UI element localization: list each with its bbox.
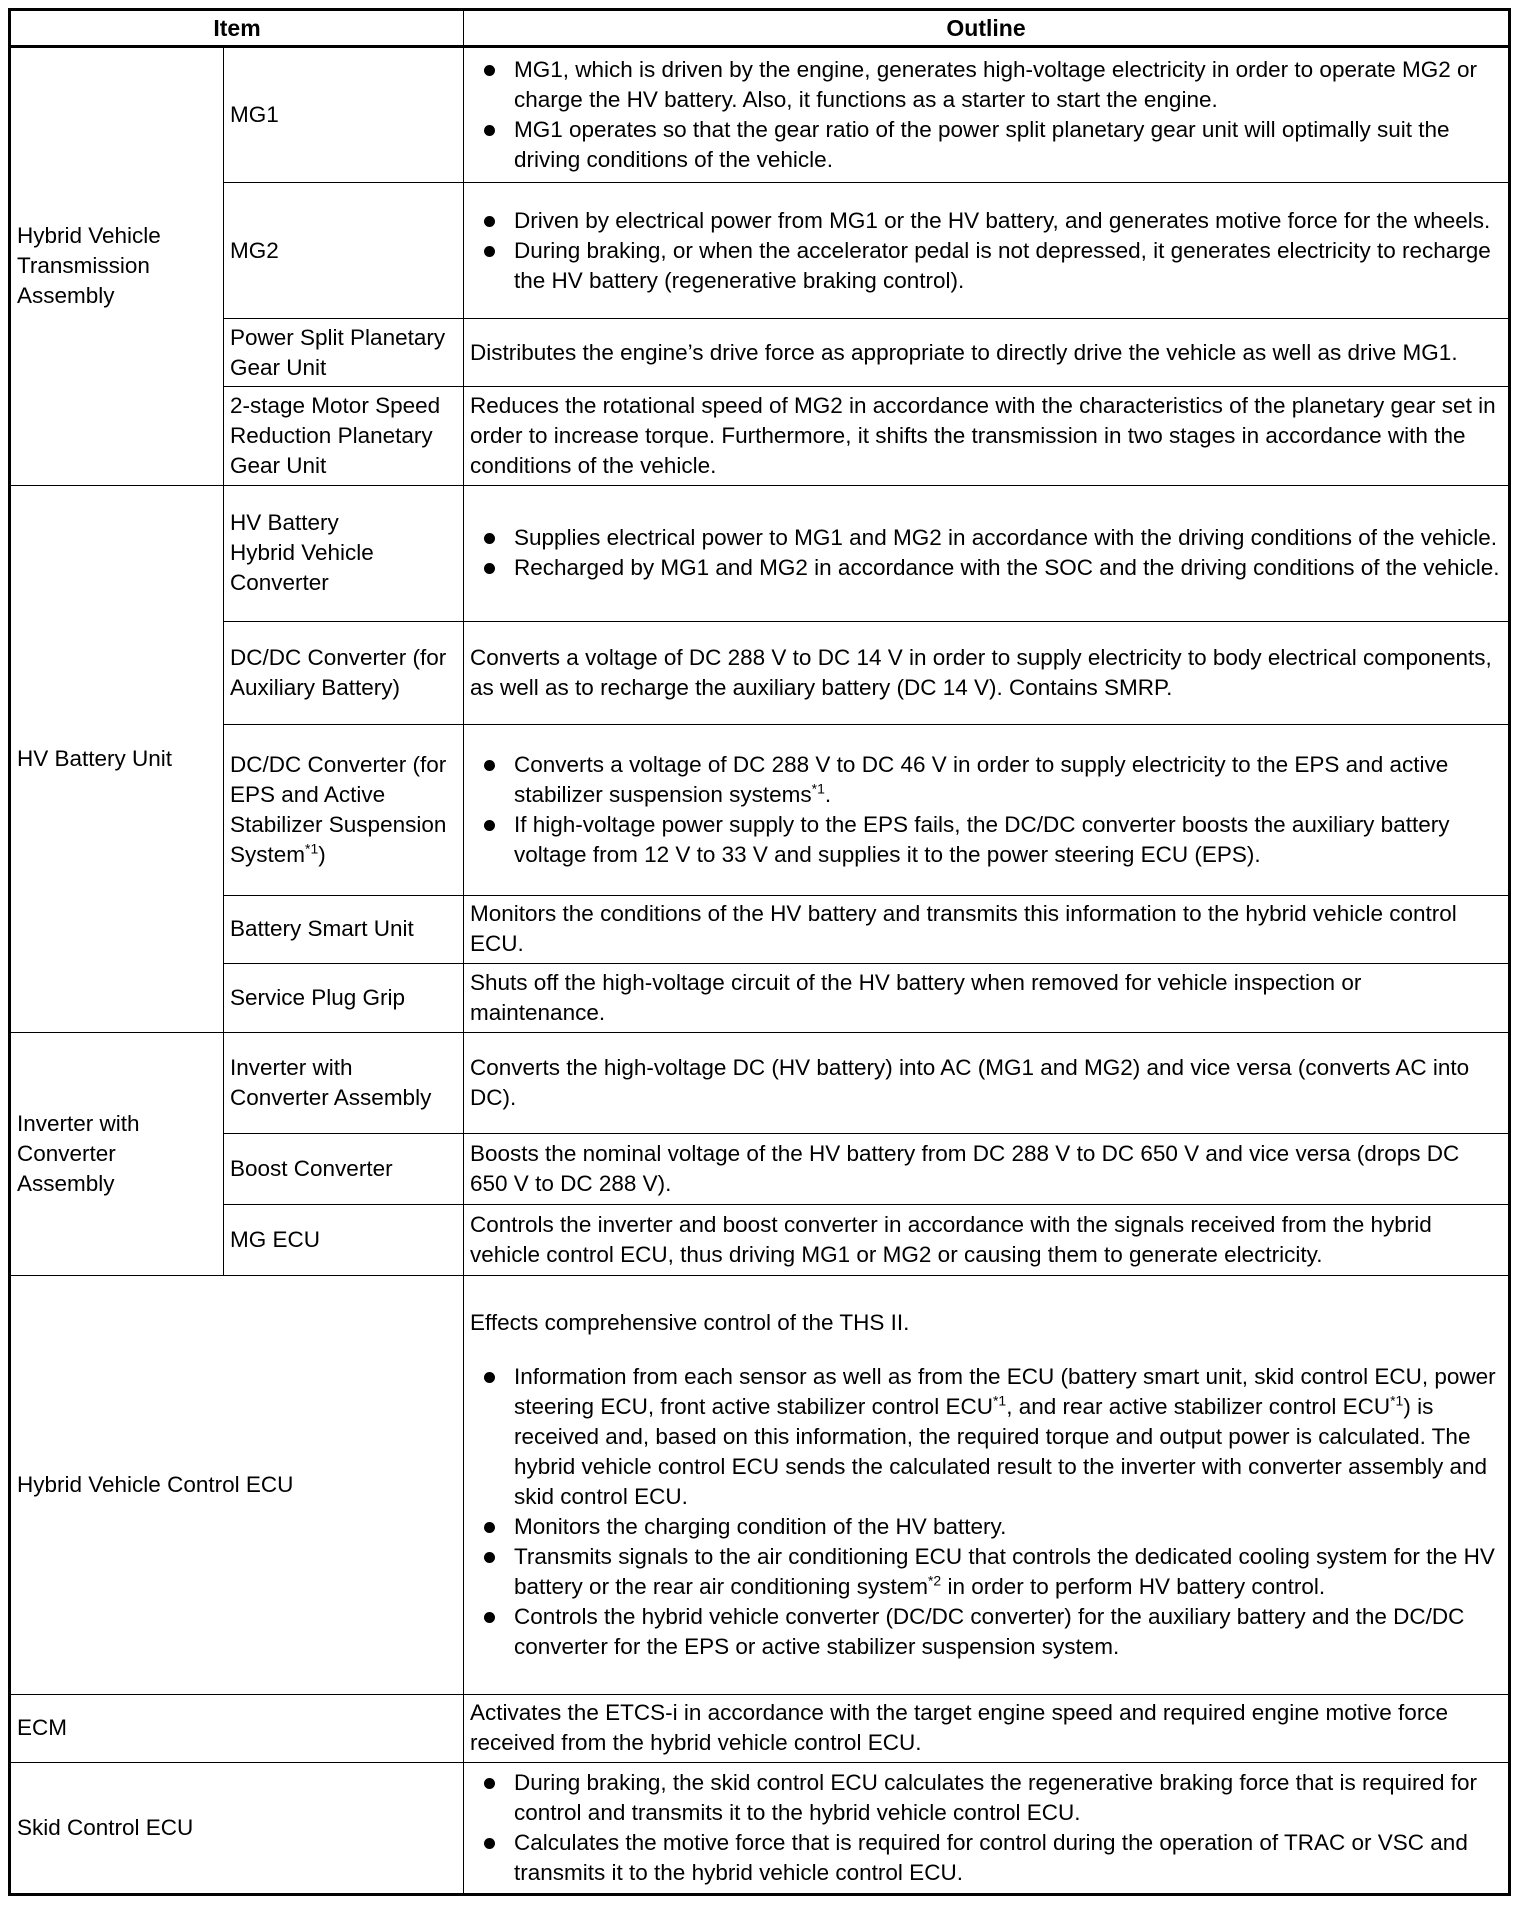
item-name: MG ECU (224, 1205, 464, 1276)
table-row (10, 1762, 1510, 1894)
item-outline (464, 485, 1510, 621)
item-outline: Monitors the conditions of the HV battery and transmits this information to the hybrid vehicle control ECU. (464, 895, 1510, 963)
list-item: MG1, which is driven by the engine, generates high-voltage electricity in order to operate MG2 or charge the HV battery. Also, it functions as a starter to start the engine. (514, 55, 1502, 115)
list-item-text: Information from each sensor as well as from the ECU (battery smart unit, skid control ECU, power steering ECU, front active stabilizer control ECU (514, 1364, 1496, 1420)
table-row (10, 319, 1510, 387)
list-item (514, 750, 1502, 810)
table-row (10, 1276, 1510, 1694)
outline-intro: Effects comprehensive control of the THS II. (470, 1310, 910, 1336)
item-name-text: DC/DC Converter (for EPS and Active Stabilizer Suspension System (230, 751, 447, 867)
list-item-text: , and rear active stabilizer control ECU (1006, 1394, 1391, 1420)
group-label-inverter: Inverter with Converter Assembly (10, 1032, 224, 1276)
footnote-marker: *1 (811, 780, 825, 797)
list-item (514, 1362, 1502, 1512)
list-item: Calculates the motive force that is required for control during the operation of TRAC or VSC and transmits it to the hybrid vehicle control ECU. (514, 1828, 1502, 1888)
item-column-header: Item (10, 10, 464, 47)
item-name: Service Plug Grip (224, 963, 464, 1032)
group-label-transmission: Hybrid Vehicle Transmission Assembly (10, 47, 224, 486)
footnote-marker: *1 (1390, 1392, 1404, 1409)
item-outline: Converts the high-voltage DC (HV battery) into AC (MG1 and MG2) and vice versa (converts AC into DC). (464, 1032, 1510, 1134)
component-outline-table (8, 8, 1511, 1896)
item-outline: Converts a voltage of DC 288 V to DC 14 V in order to supply electricity to body electrical components, as well as to recharge the auxiliary battery (DC 14 V). Contains SMRP. (464, 621, 1510, 725)
item-name (224, 485, 464, 621)
list-item: If high-voltage power supply to the EPS fails, the DC/DC converter boosts the auxiliary battery voltage from 12 V to 33 V and supplies it to the power steering ECU (EPS). (514, 810, 1502, 870)
table-row (10, 1134, 1510, 1205)
item-name-hv-control-ecu: Hybrid Vehicle Control ECU (10, 1276, 464, 1694)
list-item-text: Transmits signals to the air conditioning ECU that controls the dedicated cooling system for the HV battery or the rear air conditioning system (514, 1544, 1495, 1600)
item-outline (464, 183, 1510, 319)
list-item: Recharged by MG1 and MG2 in accordance with the SOC and the driving conditions of the vehicle. (514, 553, 1502, 583)
table-row (10, 47, 1510, 183)
item-name: MG2 (224, 183, 464, 319)
list-item-tail: . (824, 781, 832, 807)
item-outline: Controls the inverter and boost converter in accordance with the signals received from the hybrid vehicle control ECU, thus driving MG1 or MG2 or causing them to generate electricity. (464, 1205, 1510, 1276)
item-name: 2-stage Motor Speed Reduction Planetary Gear Unit (224, 387, 464, 485)
table-row (10, 485, 1510, 621)
item-outline: Boosts the nominal voltage of the HV battery from DC 288 V to DC 650 V and vice versa (drops DC 650 V to DC 288 V). (464, 1134, 1510, 1205)
item-name: Power Split Planetary Gear Unit (224, 319, 464, 387)
table-row (10, 1205, 1510, 1276)
table-row (10, 963, 1510, 1032)
list-item-text: ) is received and, based on this information, the required torque and output power is calculated. The hybrid vehicle control ECU sends the calculated result to the inverter with converter assembly and skid control ECU. (514, 1394, 1487, 1510)
list-item: Driven by electrical power from MG1 or the HV battery, and generates motive force for the wheels. (514, 206, 1502, 236)
list-item: During braking, or when the accelerator pedal is not depressed, it generates electricity to recharge the HV battery (regenerative braking control). (514, 236, 1502, 296)
item-outline: Distributes the engine’s drive force as appropriate to directly drive the vehicle as well as drive MG1. (464, 319, 1510, 387)
list-item-text: in order to perform HV battery control. (941, 1574, 1326, 1600)
group-label-battery: HV Battery Unit (10, 485, 224, 1032)
specification-sheet (8, 8, 1508, 1896)
outline-column-header: Outline (464, 10, 1510, 47)
item-name: Battery Smart Unit (224, 895, 464, 963)
list-item: During braking, the skid control ECU calculates the regenerative braking force that is required for control and transmits it to the hybrid vehicle control ECU. (514, 1768, 1502, 1828)
item-name: Inverter with Converter Assembly (224, 1032, 464, 1134)
list-item: Monitors the charging condition of the HV battery. (514, 1512, 1502, 1542)
table-row (10, 621, 1510, 725)
item-name-skid-control-ecu: Skid Control ECU (10, 1762, 464, 1894)
header-row (10, 10, 1510, 47)
footnote-marker: *2 (927, 1572, 942, 1589)
item-name-tail: ) (318, 841, 326, 867)
footnote-marker: *1 (992, 1392, 1007, 1409)
item-name: DC/DC Converter (for Auxiliary Battery) (224, 621, 464, 725)
item-outline: Activates the ETCS-i in accordance with the target engine speed and required engine motive force received from the hybrid vehicle control ECU. (464, 1694, 1510, 1762)
item-outline (464, 1762, 1510, 1894)
list-item: Controls the hybrid vehicle converter (DC/DC converter) for the auxiliary battery and the DC/DC converter for the EPS or active stabilizer suspension system. (514, 1602, 1502, 1662)
table-row (10, 387, 1510, 485)
item-name-ecm: ECM (10, 1694, 464, 1762)
table-row (10, 895, 1510, 963)
item-outline: Reduces the rotational speed of MG2 in accordance with the characteristics of the planetary gear set in order to increase torque. Furthermore, it shifts the transmission in two stages in accordance with the conditions of the vehicle. (464, 387, 1510, 485)
item-outline (464, 1276, 1510, 1694)
list-item: MG1 operates so that the gear ratio of the power split planetary gear unit will optimally suit the driving conditions of the vehicle. (514, 115, 1502, 175)
item-outline: Shuts off the high-voltage circuit of the HV battery when removed for vehicle inspection or maintenance. (464, 963, 1510, 1032)
footnote-marker: *1 (305, 840, 319, 857)
table-row (10, 183, 1510, 319)
list-item-text: Converts a voltage of DC 288 V to DC 46 V in order to supply electricity to the EPS and active stabilizer suspension systems (514, 751, 1449, 807)
item-outline (464, 725, 1510, 896)
item-name (224, 725, 464, 896)
item-outline (464, 47, 1510, 183)
list-item (514, 1542, 1502, 1602)
table-row (10, 1694, 1510, 1762)
item-name: MG1 (224, 47, 464, 183)
item-name: Boost Converter (224, 1134, 464, 1205)
item-name-line: Hybrid Vehicle Converter (230, 540, 374, 596)
item-name-line: HV Battery (230, 510, 339, 536)
table-row (10, 725, 1510, 896)
list-item: Supplies electrical power to MG1 and MG2 in accordance with the driving conditions of the vehicle. (514, 523, 1502, 553)
table-row (10, 1032, 1510, 1134)
